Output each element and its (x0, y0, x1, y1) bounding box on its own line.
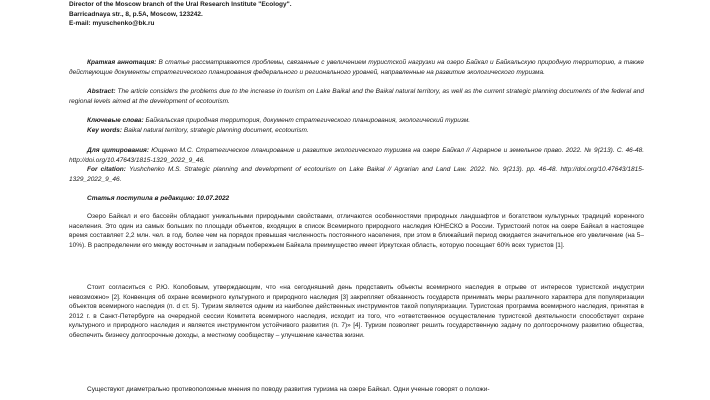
abstract-en-label: Abstract: (87, 88, 116, 95)
citation-ru (69, 146, 644, 165)
keywords-ru-text: Байкальская природная территория, документ стратегического планирования, экологический туризм. (145, 117, 471, 124)
abstract-ru (69, 58, 644, 77)
keywords-en-label: Key words: (87, 127, 123, 134)
citation-ru-label: Для цитирования: (87, 147, 150, 154)
keywords-ru (69, 116, 644, 126)
body-paragraph: Существуют диаметрально противоположные мнения по поводу развития туризма на озере Байкал. Одни ученые говорят о положи- (87, 386, 490, 393)
keywords-en-text: Baikal natural territory, strategic planning document, ecotourism. (123, 127, 309, 134)
abstract-ru-label: Краткая аннотация: (87, 59, 157, 66)
author-affiliation: Director of the Moscow branch of the Ural Research Institute "Ecology". (69, 1, 292, 8)
author-email: E-mail: myuschenko@bk.ru (69, 20, 155, 27)
citation-en (69, 165, 644, 184)
abstract-en (69, 87, 644, 106)
keywords-en (69, 126, 644, 136)
body-paragraph: Стоит согласиться с Р.Ю. Колобовым, утверждающим, что «на сегодняшний день представить объекты всемирного наследия в отрыве от интересов туристской индустрии невозможно» [2]. Конвенция об охране всемирного культурного и природного наследия [3] закрепляет обязанность государств принимать меры различного характера для популяризации объектов всемирного наследия (п. d ст. 5). Туризм является одним из наиболее действенных инструментов такой популяризации. Туристская программа всемирного наследия, принятая в 2012 г. в Санкт-Петербурге на очередной сессии Комитета всемирного наследия, исходит из того, что «ответственное осуществление туристской деятельности способствует охране культурного и природного наследия и является инструментом устойчивого развития (п. 7)» [4]. Туризм позволяет решить государственную задачу по долгосрочному развитию общества, обеспечить бизнесу долгосрочные доходы, а местному сообществу – улучшение качества жизни. (69, 284, 644, 339)
author-address: Barricadnaya str., 8, p.5A, Moscow, 123242. (69, 10, 203, 18)
abstract-en-text: The article considers the problems due to the increase in tourism on Lake Baikal and the Baikal natural territory, as well as the current strategic planning documents of the federal and regional levels aimed at the development of ecotourism. (69, 88, 644, 105)
author-info (69, 0, 644, 29)
abstract-ru-text: В статье рассматриваются проблемы, связанные с увеличением туристской нагрузки на озеро Байкал и Байкальскую природную территорию, а также действующие документы стратегического планирования федерального и регионального уровней, направленные на развитие экологического туризма. (69, 59, 644, 76)
citation-ru-text: Ющенко М.С. Стратегическое планирование и развитие экологического туризма на озере Байкал // Аграрное и земельное право. 2022. № 9(213). С. 46-48. http://doi.org/10.47643/1815-1329_2022_9_46. (69, 147, 645, 164)
citation-en-text: Yushchenko M.S. Strategic planning and development of ecotourism on Lake Baikal // Agrarian and Land Law. 2022. No. 9(213). pp. 46-48. http://doi.org/10.47643/1815-1329_2022_9_46. (69, 166, 644, 183)
keywords-ru-label: Ключевые слова: (87, 117, 144, 124)
received-date: Статья поступила в редакцию: 10.07.2022 (87, 195, 230, 202)
body-paragraph: Озеро Байкал и его бассейн обладают уникальными природными свойствами, отличаются особенностями природных ландшафтов и богатством культурных традиций коренного населения. Это один из самых больших по площади объектов, входящих в список Всемирного природного наследия ЮНЕСКО в России. Туристский поток на озере Байкал в настоящее время составляет 2,2 млн. чел. в год, более чем на порядок превышая численность постоянного населения, при этом в ближайший период ожидается значительное его увеличение (на 5–10%). В распределении его между восточным и западным побережьем Байкала преимущество имеет Иркутская область, которую посещает 60% всех туристов [1]. (69, 213, 644, 249)
citation-en-label: For citation: (87, 166, 126, 173)
